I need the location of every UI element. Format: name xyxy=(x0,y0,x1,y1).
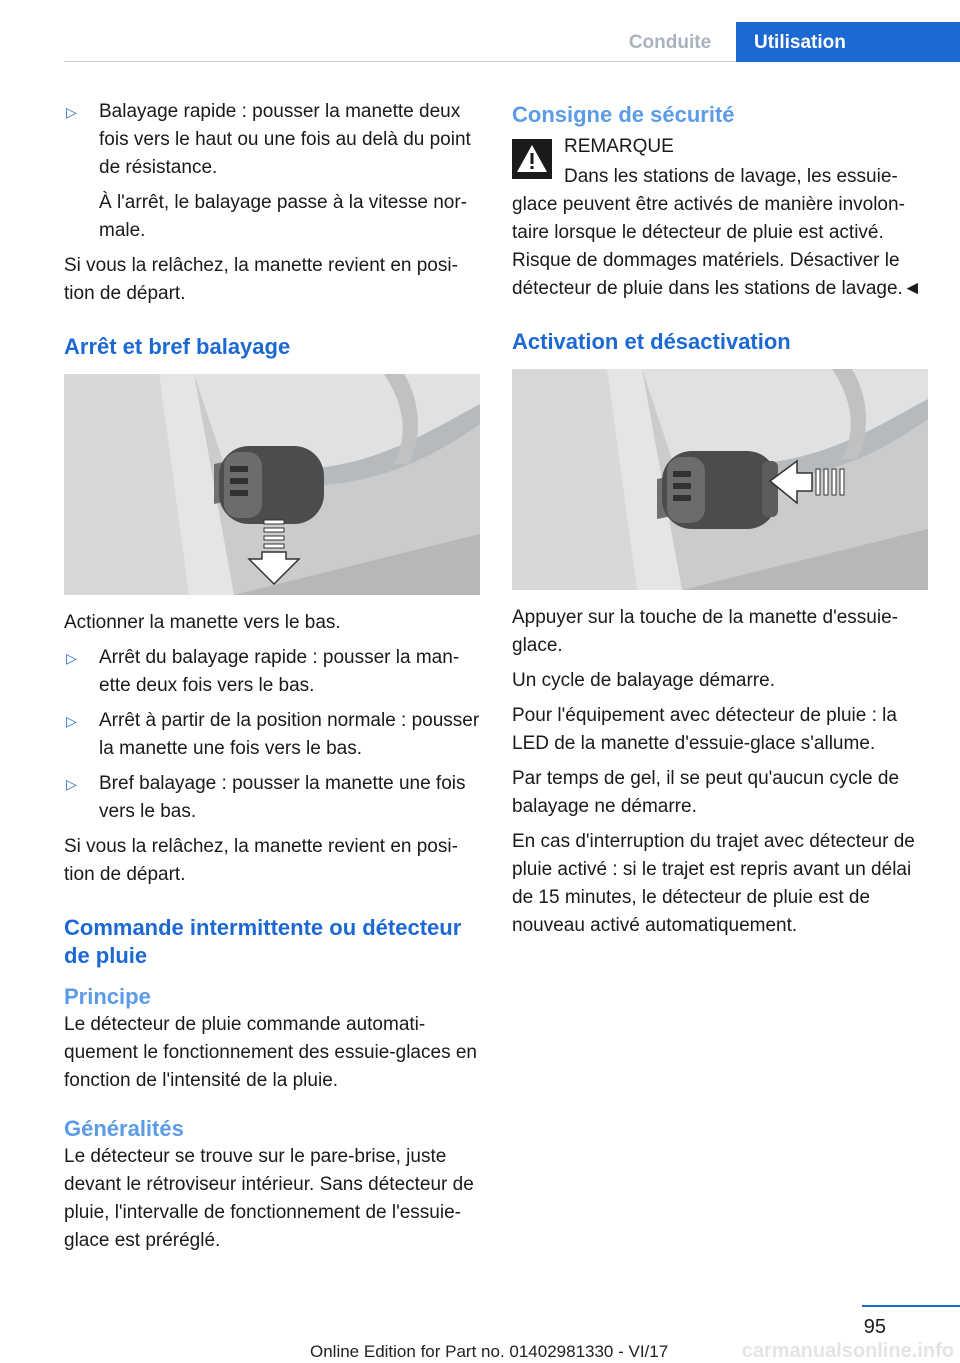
subsection-heading: Principe xyxy=(64,984,151,1009)
paragraph: Appuyer sur la touche de la manette d'essuie-glace. xyxy=(512,607,898,656)
notice-text xyxy=(512,163,928,303)
chapter-tabs xyxy=(604,22,960,62)
triangle-bullet-icon: ▷ xyxy=(66,650,77,666)
list-item xyxy=(64,707,480,763)
header-divider xyxy=(64,61,736,62)
warning-triangle-icon xyxy=(512,139,552,179)
section-heading: Commande intermittente ou détecteur de pluie xyxy=(64,915,462,968)
notice-label: REMARQUE xyxy=(564,136,674,157)
bullet-text: Arrêt à partir de la position normale : pousser la manette une fois vers le bas. xyxy=(99,710,480,759)
subsection-heading: Généralités xyxy=(64,1116,184,1141)
section-heading: Arrêt et bref balayage xyxy=(64,334,291,359)
paragraph: Par temps de gel, il se peut qu'aucun cycle de balayage ne démarre. xyxy=(512,768,900,817)
footer-divider xyxy=(862,1305,960,1307)
list-item xyxy=(64,644,480,700)
bullet-text: Arrêt du balayage rapide : pousser la manette deux fois vers le bas. xyxy=(99,647,460,696)
bullet-note: À l'arrêt, le balayage passe à la vitesse normale. xyxy=(99,192,467,241)
tab-conduite[interactable]: Conduite xyxy=(628,32,712,53)
paragraph: Le détecteur se trouve sur le pare-brise, juste devant le rétroviseur intérieur. Sans détecteur de pluie, l'intervalle de fonctionnement de l'essuie-glace est préréglé. xyxy=(64,1146,474,1251)
triangle-bullet-icon: ▷ xyxy=(66,776,77,792)
wiper-stalk-down-illustration xyxy=(64,374,480,595)
watermark: carmanualsonline.info xyxy=(741,1340,954,1362)
left-column xyxy=(64,98,480,1262)
paragraph: En cas d'interruption du trajet avec détecteur de pluie activé : si le trajet est repris avant un délai de 15 minutes, le détecteur de pluie est de nouveau activé automatiquement. xyxy=(512,831,915,936)
subsection-heading: Consigne de sécurité xyxy=(512,102,735,127)
paragraph: Un cycle de balayage démarre. xyxy=(512,670,775,691)
tab-utilisation[interactable]: Utilisation xyxy=(736,22,960,62)
paragraph: Le détecteur de pluie commande automatiquement le fonctionnement des essuie-glaces en fonction de l'intensité de la pluie. xyxy=(64,1014,477,1091)
paragraph: Si vous la relâchez, la manette revient en position de départ. xyxy=(64,836,458,885)
triangle-bullet-icon: ▷ xyxy=(66,104,77,120)
triangle-bullet-icon: ▷ xyxy=(66,713,77,729)
section-heading: Activation et désactivation xyxy=(512,329,791,354)
safety-notice xyxy=(512,133,928,303)
list-item xyxy=(64,770,480,826)
bullet-text: Balayage rapide : pousser la manette deux fois vers le haut ou une fois au delà du point de résistance. xyxy=(99,101,471,178)
right-column xyxy=(512,98,928,947)
bullet-text: Bref balayage : pousser la manette une fois vers le bas. xyxy=(99,773,466,822)
page-number: 95 xyxy=(863,1316,886,1338)
list-item xyxy=(64,98,480,182)
figure-caption: Actionner la manette vers le bas. xyxy=(64,612,341,633)
notice-body: Dans les stations de lavage, les essuie-glace peuvent être activés de manière involontaire lorsque le détecteur de pluie est activé. Risque de dommages matériels. Désactiver le détecteur de pluie dans les stations de lavage.◄ xyxy=(512,166,922,299)
wiper-button-illustration xyxy=(512,369,928,590)
edition-line: Online Edition for Part no. 01402981330 - VI/17 xyxy=(310,1342,669,1361)
paragraph: Si vous la relâchez, la manette revient en position de départ. xyxy=(64,255,458,304)
paragraph: Pour l'équipement avec détecteur de pluie : la LED de la manette d'essuie-glace s'allume. xyxy=(512,705,897,754)
